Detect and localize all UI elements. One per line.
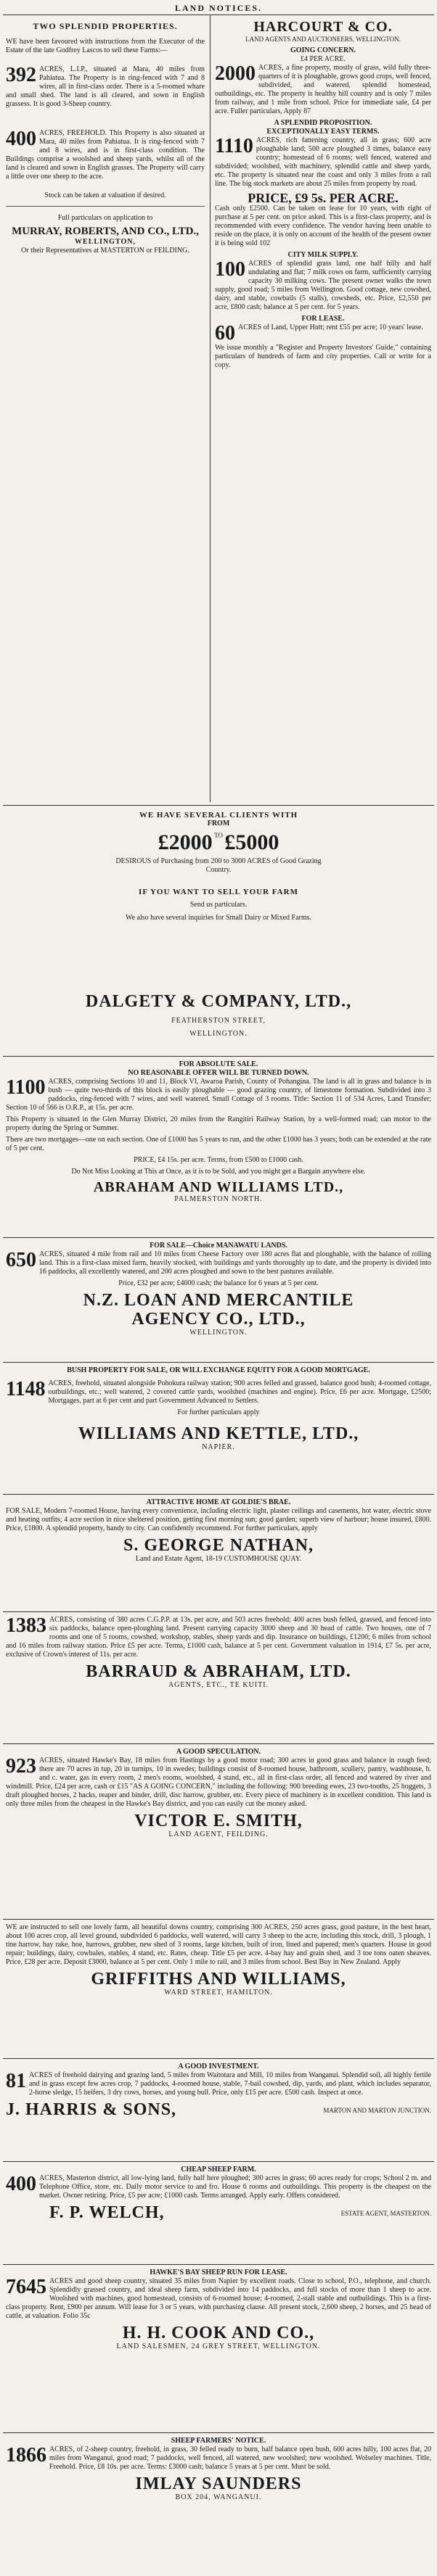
- nz-price: Price, £32 per acre; £4000 cash; the balance for 6 years at 5 per cent.: [118, 1279, 319, 1287]
- clients-desc: DESIROUS of Purchasing from 200 to 3000 ACRES of Good Grazing Country.: [115, 857, 322, 874]
- cook-title: HAWKE'S BAY SHEEP RUN FOR LEASE.: [150, 2269, 287, 2276]
- abraham-town: PALMERSTON NORTH.: [174, 1195, 263, 1203]
- g3-text: ACRES of splendid grass land, one half hilly and half undulating and flat; 7 milk cows on farm, sufficiently carrying capacity 30 milking cows. The present owner walks the town supply, good road; 5 miles from Wellington. Good cottage, new cowshed, dairy, and stable, cowbails (5 stalls), cowsheds, etc. Price, £2,550 per acre, £800 cash; balance at 5 per cent. for 5 years.: [215, 260, 431, 311]
- imlay-name: IMLAY SAUNDERS: [135, 2474, 302, 2493]
- g2-price: PRICE, £9 5s. PER ACRE.: [248, 191, 399, 205]
- welch-addr: ESTATE AGENT, MASTERTON.: [340, 2210, 431, 2217]
- rule-cook: [3, 2264, 434, 2265]
- imlay-text: ACRES, of 2-sheep country, freehold, in grass, 30 felled ready to burn, half balance open bush, 600 acres hilly, 100 acres flat, 20 miles from Wanganui, good road; 7 paddocks, well fenced, all watered, new woolshed; new woolshed. Wolseley machines. Title, Freehold. Price, £8 10s. per acre. Terms: £3000 cash; balance 5 years at 5 per cent. Must be sold.: [49, 2445, 431, 2471]
- harcourt-sub: LAND AGENTS AND AUCTIONEERS, WELLINGTON.: [245, 36, 401, 43]
- dalgety-ad: [6, 992, 431, 1050]
- g4-text: ACRES of Land, Upper Hutt; rent £55 per acre; 10 years' lease.: [238, 323, 423, 331]
- abraham-price: PRICE, £4 15s. per acre. Terms, from £500 to £1000 cash.: [134, 1156, 303, 1164]
- abraham-mort: There are two mortgages—one on each section. One of £1000 has 5 years to run, and the other £1000 has 3 years; both can be extended at the rate of 5 per cent.: [6, 1136, 431, 1152]
- amount-to: £5000: [224, 830, 279, 854]
- nathan-text: FOR SALE, Modern 7-roomed House, having every convenience, including electric light, plaster ceilings and casements, hot water, electric stove and heating outfits; 4 acre section in nice sheltered position, getting first morning sun; good garden; superb view of harbour; house insured, £800. Price, £1800. A splendid property, handy to city. Can confidently recommend. For further particulars, apply: [6, 1507, 431, 1532]
- rule-welch: [3, 2161, 434, 2162]
- column-divider: [210, 15, 211, 802]
- g2-num: 1110: [215, 135, 253, 157]
- griffiths-ad: [6, 1923, 431, 2054]
- rule-imlay: [3, 2432, 434, 2433]
- left-town: WELLINGTON,: [75, 238, 136, 246]
- nz-name2: AGENCY CO., LTD.,: [131, 1310, 306, 1329]
- g3-num: 100: [215, 258, 245, 281]
- rule-victor: [3, 1743, 434, 1744]
- harcourt-footer: We issue monthly a "Register and Property Investors' Guide," containing particulars of hundreds of farm and city properties. Call or write for a copy.: [215, 344, 431, 369]
- nathan-title: ATTRACTIVE HOME AT GOLDIE'S BRAE.: [146, 1498, 291, 1506]
- left-p2-num: 400: [6, 128, 36, 150]
- g2-sub: EXCEPTIONALLY EASY TERMS.: [266, 128, 380, 136]
- williams-name: WILLIAMS AND KETTLE, LTD.,: [78, 1424, 359, 1443]
- barraud-num: 1383: [6, 1614, 46, 1637]
- g1-num: 2000: [215, 62, 256, 85]
- abraham-sub: NO REASONABLE OFFER WILL BE TURNED DOWN.: [128, 1069, 309, 1077]
- nathan-ad: [6, 1498, 431, 1607]
- rule-nz: [3, 1237, 434, 1238]
- williams-title: BUSH PROPERTY FOR SALE, OR WILL EXCHANGE EQUITY FOR A GOOD MORTGAGE.: [67, 1366, 370, 1374]
- williams-text: ACRES, freehold, situated alongside Pohokura railway station; 900 acres felled and grassed, balance good bush; 4-roomed cottage, outbuildings, etc.; well watered, 2 covered cattle yards, woolshed (machines and engine). Price, £6 per acre. Mortgage, £2500; Mortgages, part at 6 per cent and part Government Advanced to Settlers.: [48, 1379, 431, 1405]
- nz-ad: [6, 1242, 431, 1358]
- nz-num: 650: [6, 1249, 36, 1271]
- williams-ad: [6, 1366, 431, 1490]
- clients-ad: [6, 811, 431, 988]
- griffiths-intro: WE are instructed to sell one lovely farm, all beautiful downs country, comprising 300 ACRES, 250 acres grass, good pasture, in the best heart, about 100 acres crop, all level ground, subdivided 6 paddocks, well watered, will carry 3 sheep to the acre, including this stock, drill, 3 plough, 1 tine harrow, hay rake, hoe, harrows, grubber, new shed of 3 rooms, large kitchen, built of iron, lined and papered; men's quarters. House in good repair; buildings, dairy, cowbales, stables, 4 stand, etc. Rates, cheap. Title £5 per acre. 4-bay hay and grain shed, and 3 toe tons oaten sheaves. Price, £28 per acre. Deposit £3000, balance at 5 per cent. Only 1 mile to rail, and 3 miles from school. Best Buy in New Zealand. Apply: [6, 1923, 431, 1966]
- cook-addr: LAND SALESMEN, 24 GREY STREET, WELLINGTON.: [116, 2342, 321, 2350]
- abraham-title: FOR ABSOLUTE SALE.: [179, 1060, 258, 1068]
- left-title: TWO SPLENDID PROPERTIES.: [33, 21, 178, 31]
- nathan-name: S. GEORGE NATHAN,: [123, 1536, 314, 1555]
- rule-nathan: [3, 1494, 434, 1495]
- left-p1-text: ACRES, L.I.P., situated at Mara, 40 miles from Pahiatua. The Property is in ring-fenced with 7 and 8 wires, all in first-class order. There is a 5-roomed whare and small shed. The land is all cleared, and sown in English grassess. It is good 3-Sheep country.: [6, 65, 205, 108]
- left-p1-num: 392: [6, 64, 36, 86]
- welch-ad: [6, 2166, 431, 2260]
- clients-sell: IF YOU WANT TO SELL YOUR FARM: [139, 888, 298, 896]
- harris-ad: [6, 2063, 431, 2157]
- page-header: LAND NOTICES.: [174, 3, 263, 13]
- nz-town: WELLINGTON.: [189, 1329, 248, 1337]
- imlay-num: 1866: [6, 2444, 46, 2466]
- welch-text: ACRES, Masterton district, all low-lying land, fully half here ploughed; 300 acres in grass; 60 acres ready for crops; School 2 m. and Telephone Office, store, etc. Daily motor service to and fro. House 6 rooms and outbuildings. This property is the cheapest on the market. Owner retiring. Price, £5 per acre; £1000 cash. Terms arranged. Apply early. Offers considered.: [39, 2174, 431, 2200]
- nathan-addr: Land and Estate Agent, 18-19 CUSTOMHOUSE QUAY.: [135, 1555, 302, 1563]
- williams-num: 1148: [6, 1378, 46, 1400]
- g2-text: ACRES, rich fattening country, all in grass; 600 acre ploughable land; 500 acre ploughed 3 times, balance easy country; homestead of 6 rooms; well fenced, watered and subdivided; woolshed, with machinery, splendid cattle and sheep yards, etc. The property is situated near the coast and only 3 miles from a rail line. The big stock markets are about 25 miles from property by road.: [215, 136, 431, 188]
- left-stock: Stock can be taken at valuation if desired.: [44, 191, 166, 199]
- harris-title: A GOOD INVESTMENT.: [178, 2063, 259, 2071]
- left-sub: Or their Representatives at MASTERTON or FEILDING.: [21, 247, 189, 255]
- rule-griffiths: [3, 1919, 434, 1920]
- g4-num: 60: [215, 322, 235, 344]
- victor-ad: [6, 1748, 431, 1915]
- nz-title: FOR SALE—Choice MANAWATU LANDS.: [150, 1242, 287, 1250]
- cook-num: 7645: [6, 2276, 46, 2298]
- nz-text: ACRES, situated 4 mile from rail and 10 miles from Cheese Factory over 180 acres flat and ploughable, with the balance of rolling land. This is a first-class mixed farm, heavily stocked, with buildings and yards thoroughly up to date, and the property is divided into 16 paddocks, all excellently watered, and 200 acres ploughed and sown to the best pastures available.: [39, 1250, 431, 1276]
- victor-name: VICTOR E. SMITH,: [134, 1812, 303, 1830]
- right-ad: [215, 19, 431, 802]
- g4-title: FOR LEASE.: [301, 315, 345, 323]
- victor-num: 923: [6, 1755, 36, 1778]
- griffiths-addr: WARD STREET, HAMILTON.: [164, 1989, 273, 1997]
- g3-title: CITY MILK SUPPLY.: [287, 251, 359, 259]
- rule-williams: [3, 1362, 434, 1363]
- rule-harris: [3, 2058, 434, 2059]
- welch-title: CHEAP SHEEP FARM.: [181, 2166, 256, 2174]
- g2-title: A SPLENDID PROPOSITION.: [274, 119, 372, 127]
- cook-ad: [6, 2269, 431, 2428]
- abraham-num: 1100: [6, 1076, 46, 1099]
- cook-text: ACRES and good sheep country, situated 35 miles from Napier by excellent roads. Close to school, P.O., telephone, and church. Splendidly grassed country, and ideal sheep farm, subdivided into 14 paddocks, and full stocks of more than 1 sheep to acre. Woolshed with machines, good homestead, consists of 6-roomed house; 4-roomed, 2-stall stable and outbuildings. This is a first-class property. Rent, £900 per annum. Will lease for 3 or 5 years, with purchasing clause. All present stock, 2,600 sheep, 2 horses, and 25 head of cattle, at valuation. Folio 35c: [6, 2277, 431, 2320]
- barraud-text: ACRES, consisting of 380 acres C.G.P.P. at 13s. per acre, and 503 acres freehold; 400 acres bush felled, grassed, and fenced into six paddocks, balance open-ploughing land. Present carrying capacity 3000 sheep and 30 head of cattle. Two houses, one of 7 rooms and one of 5 rooms, cowshed, workshop, stables, sheep yards and dip. Insurance on buildings, £1200; 6 miles from school and 16 miles from railway station. Price £5 per acre. Terms, £1000 cash, balance at 5 per cent. Government valuation in 1914, £7 5s. per acre, exclusive of Crown's interest of 11s. per acre.: [6, 1616, 431, 1659]
- welch-num: 400: [6, 2173, 36, 2195]
- imlay-title: SHEEP FARMERS' NOTICE.: [171, 2437, 266, 2445]
- victor-title: A GOOD SPECULATION.: [176, 1748, 261, 1756]
- g1-text: ACRES, a fine property, mostly of grass, wild fully three-quarters of it is ploughable, grows good crops, well fenced, subdivided, and watered, splendid homestead, outbuildings, etc. The property is healthy hill country and is only 7 miles from railway, and 1 mile from school. Price for immediate sale, £4 per acre. Fuller particulars, Apply 87: [215, 64, 431, 115]
- g1-price: £4 PER ACRE.: [301, 55, 346, 63]
- left-agent: MURRAY, ROBERTS, AND CO., LTD.,: [12, 226, 199, 237]
- rule-barraud: [3, 1611, 434, 1612]
- abraham-ad: [6, 1060, 431, 1233]
- amount-from: £2000: [158, 830, 213, 854]
- rule-abraham: [3, 1056, 434, 1057]
- williams-town: NAPIER.: [202, 1443, 235, 1451]
- dalgety-street: FEATHERSTON STREET,: [171, 1017, 266, 1025]
- clients-line1: WE HAVE SEVERAL CLIENTS WITH: [139, 811, 298, 820]
- victor-addr: LAND AGENT, FEILDING.: [168, 1830, 269, 1838]
- harcourt-title: HARCOURT & CO.: [253, 19, 393, 35]
- dalgety-town: WELLINGTON.: [189, 1030, 248, 1038]
- clients-inquiries: We also have several inquiries for Small Dairy or Mixed Farms.: [125, 914, 312, 922]
- nz-name1: N.Z. LOAN AND MERCANTILE: [83, 1291, 354, 1310]
- williams-part: For further particulars apply: [177, 1408, 260, 1416]
- griffiths-name: GRIFFITHS AND WILLIAMS,: [91, 1970, 346, 1989]
- abraham-loc: This Property is situated in the Glen Murray District, 20 miles from the Rangitiri Railway Station, by a well-formed road; can motor to the property during the Spring or Summer.: [6, 1115, 431, 1132]
- victor-text: ACRES, situated Hawke's Bay, 18 miles from Hastings by a good motor road; 300 acres in good grass and balance in rough feed; there are 70 acres in tup, 20 in turnips, 10 in swedes; buildings consist of 8-roomed house, bathroom, scullery, pantry, washhouse, h. and c. water, gas in every room, 2 men's rooms, woolshed, 4 stand, etc., all in first-class order, all fenced and watered by river and windmill. Price, £24 per acre, cash or £15 "AS A GOING CONCERN," including the following: 900 breeding ewes, 23 two-tooths, 25 hoggets, 3 draft ploughed horses, 2 hacks, reaper and binder, drill, disc harrow, grubber, etc. Every piece of machinery is in excellent condition. This land is only three miles from the cheapest in the Hawke's Bay district, and you can easily cut the money asked.: [6, 1756, 431, 1808]
- left-ad: [6, 19, 205, 802]
- abraham-name: ABRAHAM AND WILLIAMS LTD.,: [93, 1179, 344, 1195]
- left-p2-text: ACRES, FREEHOLD. This Property is also situated at Mara, 40 miles from Pahiatua. It is ring-fenced with 7 and 8 wires, and is in first-class condition. The Buildings comprise a woolshed and sheep yards, whilst all of the land is cleared and sown in English grasses. The Property will carry a little over one sheep to the acre.: [6, 129, 205, 181]
- barraud-ad: [6, 1616, 431, 1739]
- welch-name: F. P. WELCH,: [49, 2203, 165, 2222]
- harris-addr: MARTON AND MARTON JUNCTION.: [323, 2107, 431, 2114]
- imlay-ad: [6, 2437, 431, 2573]
- harris-num: 81: [6, 2070, 26, 2092]
- imlay-addr: BOX 204, WANGANUI.: [175, 2493, 262, 2501]
- clients-line2: FROM: [207, 820, 230, 827]
- rule-clients: [3, 805, 434, 806]
- g1-title: GOING CONCERN.: [290, 46, 356, 54]
- barraud-addr: AGENTS, ETC., TE KUITI.: [168, 1681, 269, 1689]
- left-apply: Full particulars on application to: [57, 214, 153, 222]
- g2-terms: Cash only £2500. Can be taken on lease for 10 years, with right of purchase at 5 per cent. on price asked. This is a first-class property, and is recommended with every confidence. The vendor having been unable to reside on the place, it is only on account of the health of the present owner it is being sold 102: [215, 205, 431, 247]
- clients-send: Send us particulars.: [189, 901, 248, 909]
- barraud-name: BARRAUD & ABRAHAM, LTD.: [86, 1662, 351, 1681]
- abraham-text: ACRES, comprising Sections 10 and 11, Block VI, Awaroa Parish, County of Pohangina. The land is all in grass and balance is in bush — quite two-thirds of this block is easily ploughable — good grazing country, of limestone formation. Subdivided into 3 paddocks, ring-fenced with 7 wires, and well watered. Small Cottage of 3 rooms. Title: Section 11 of 534 Acres, Land Transfer; Section 10 of 566 is O.R.P., at 15s. per acre.: [6, 1078, 431, 1112]
- amount-to-word: TO: [214, 832, 223, 839]
- dalgety-name: DALGETY & COMPANY, LTD.,: [85, 992, 352, 1011]
- abraham-miss: Do Not Miss Looking at This at Once, as it is to be Sold, and you might get a Bargain anywhere else.: [71, 1168, 366, 1176]
- harris-name: J. HARRIS & SONS,: [6, 2100, 177, 2119]
- left-intro: WE have been favoured with instructions from the Executor of the Estate of the late Godfrey Lascos to sell these Farms:—: [6, 38, 205, 54]
- cook-name: H. H. COOK AND CO.,: [122, 2324, 315, 2342]
- harris-text: ACRES of freehold dairying and grazing land, 5 miles from Waitotara and Mill, 10 miles from Wanganui. Splendid soil, all highly fertile and in grass except few acres crop, 7 paddocks, 4-roomed house, stable, 7-bail cowshed, dip, yards, and plant, which includes separator, 2-horse sledge, 15 heifers, 3 dry cows, horses, and young bull. Price, only £15 per acre. £500 cash. Inspect at once.: [29, 2071, 431, 2097]
